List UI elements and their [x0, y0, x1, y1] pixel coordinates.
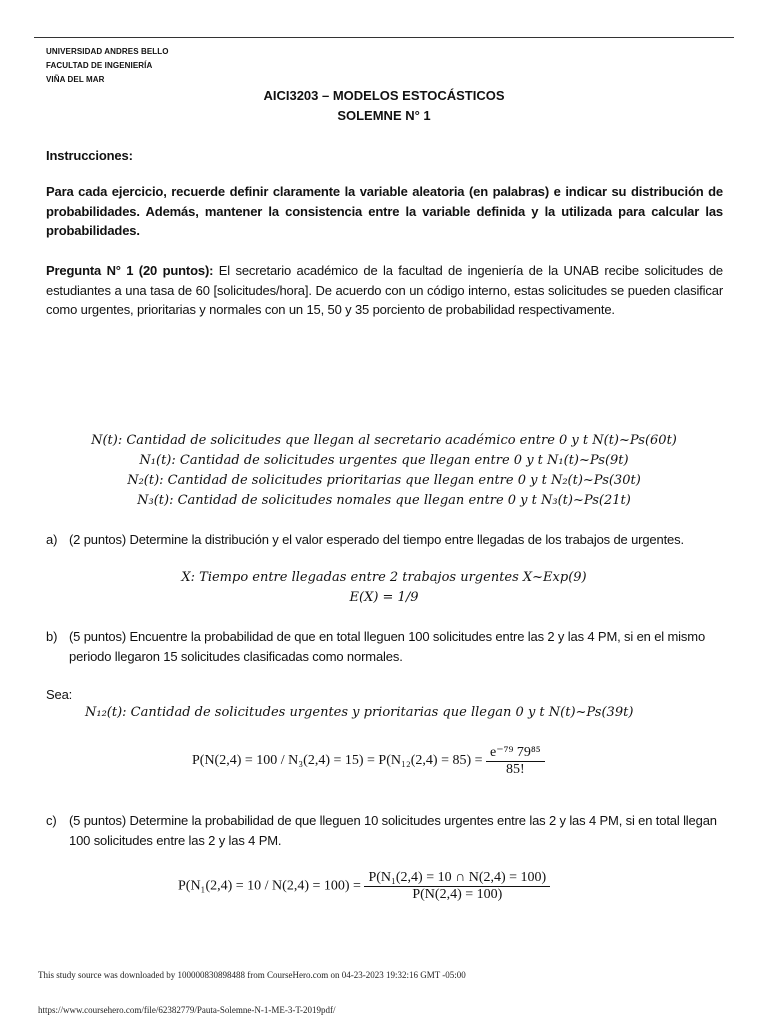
question-1-text: El secretario académico de la facultad de ingeniería de la UNAB recibe solicitudes de estudiantes a una tasa de 60 [solicitudes/hora]. De acuerdo con un código interno, estas solicitudes se pueden clasificar como urgentes, prioritarias y normales con un 15, 50 y 35 porciento de probabilidad respectivamente.	[46, 263, 723, 317]
definition-n2: N₂(t): Cantidad de solicitudes prioritarias que llegan entre 0 y t N₂(t)~Ps(30t)	[127, 473, 641, 488]
city-name: VIÑA DEL MAR	[46, 75, 105, 84]
part-c-text: (5 puntos) Determine la probabilidad de que lleguen 10 solicitudes urgentes entre las 2 y las 4 PM, si en total llegan 100 solicitudes entre las 2 y las 4 PM.	[69, 813, 717, 848]
part-a-label: a)	[46, 532, 58, 547]
part-c-equation	[178, 870, 550, 903]
part-b	[46, 627, 723, 667]
faculty-name: FACULTAD DE INGENIERÍA	[46, 61, 153, 70]
part-b-equation	[192, 744, 545, 778]
part-a-equation-1: X: Tiempo entre llegadas entre 2 trabajos urgentes X~Exp(9)	[181, 570, 587, 585]
course-title: AICI3203 – MODELOS ESTOCÁSTICOS	[263, 88, 505, 103]
definition-n3: N₃(t): Cantidad de solicitudes nomales que llegan entre 0 y t N₃(t)~Ps(21t)	[137, 493, 631, 508]
exam-title: SOLEMNE N° 1	[337, 108, 431, 123]
instructions-body: Para cada ejercicio, recuerde definir claramente la variable aleatoria (en palabras) e indicar su distribución de probabilidades. Además, mantener la consistencia entre la variable definida y la utilizada para calcular las probabilidades.	[46, 184, 723, 238]
part-b-definition: N₁₂(t): Cantidad de solicitudes urgentes y prioritarias que llegan 0 y t N(t)~Ps(39t)	[85, 705, 634, 720]
definition-n: N(t): Cantidad de solicitudes que llegan al secretario académico entre 0 y t N(t)~Ps(60t)	[91, 433, 677, 448]
part-b-equation-left: P(N(2,4) = 100 / N₃(2,4) = 15) = P(N₁₂(2,4) = 85) =	[192, 753, 483, 769]
question-1-label: Pregunta N° 1 (20 puntos):	[46, 263, 214, 278]
part-c-numerator: P(N₁(2,4) = 10 ∩ N(2,4) = 100)	[364, 870, 550, 887]
part-c-equation-left: P(N₁(2,4) = 10 / N(2,4) = 100) =	[178, 878, 361, 894]
download-notice: This study source was downloaded by 100000830898488 from CourseHero.com on 04-23-2023 19:32:16 GMT -05:00	[38, 970, 466, 980]
top-rule	[34, 37, 734, 38]
definition-n1: N₁(t): Cantidad de solicitudes urgentes que llegan entre 0 y t N₁(t)~Ps(9t)	[139, 453, 629, 468]
part-b-text: (5 puntos) Encuentre la probabilidad de que en total lleguen 100 solicitudes entre las 2 y las 4 PM, si en el mismo periodo llegaron 15 solicitudes clasificadas como normales.	[69, 629, 706, 664]
part-c-fraction	[364, 870, 550, 903]
part-b-denominator: 85!	[506, 762, 525, 777]
source-url[interactable]: https://www.coursehero.com/file/62382779/Pauta-Solemne-N-1-ME-3-T-2019pdf/	[38, 1005, 336, 1015]
question-1	[46, 261, 723, 320]
part-b-sea: Sea:	[46, 687, 73, 702]
part-c-denominator: P(N(2,4) = 100)	[412, 887, 503, 902]
part-b-fraction	[486, 744, 545, 778]
part-c	[46, 811, 723, 851]
part-a	[46, 530, 723, 550]
part-b-label: b)	[46, 629, 58, 644]
part-a-equation-2: E(X) = 1/9	[349, 590, 419, 605]
part-a-text: (2 puntos) Determine la distribución y el valor esperado del tiempo entre llegadas de los trabajos de urgentes.	[69, 532, 684, 547]
part-c-label: c)	[46, 813, 57, 828]
instructions-heading: Instrucciones:	[46, 148, 133, 163]
institution-name: UNIVERSIDAD ANDRES BELLO	[46, 47, 169, 56]
part-b-numerator: e⁻⁷⁹ 79⁸⁵	[486, 744, 545, 762]
